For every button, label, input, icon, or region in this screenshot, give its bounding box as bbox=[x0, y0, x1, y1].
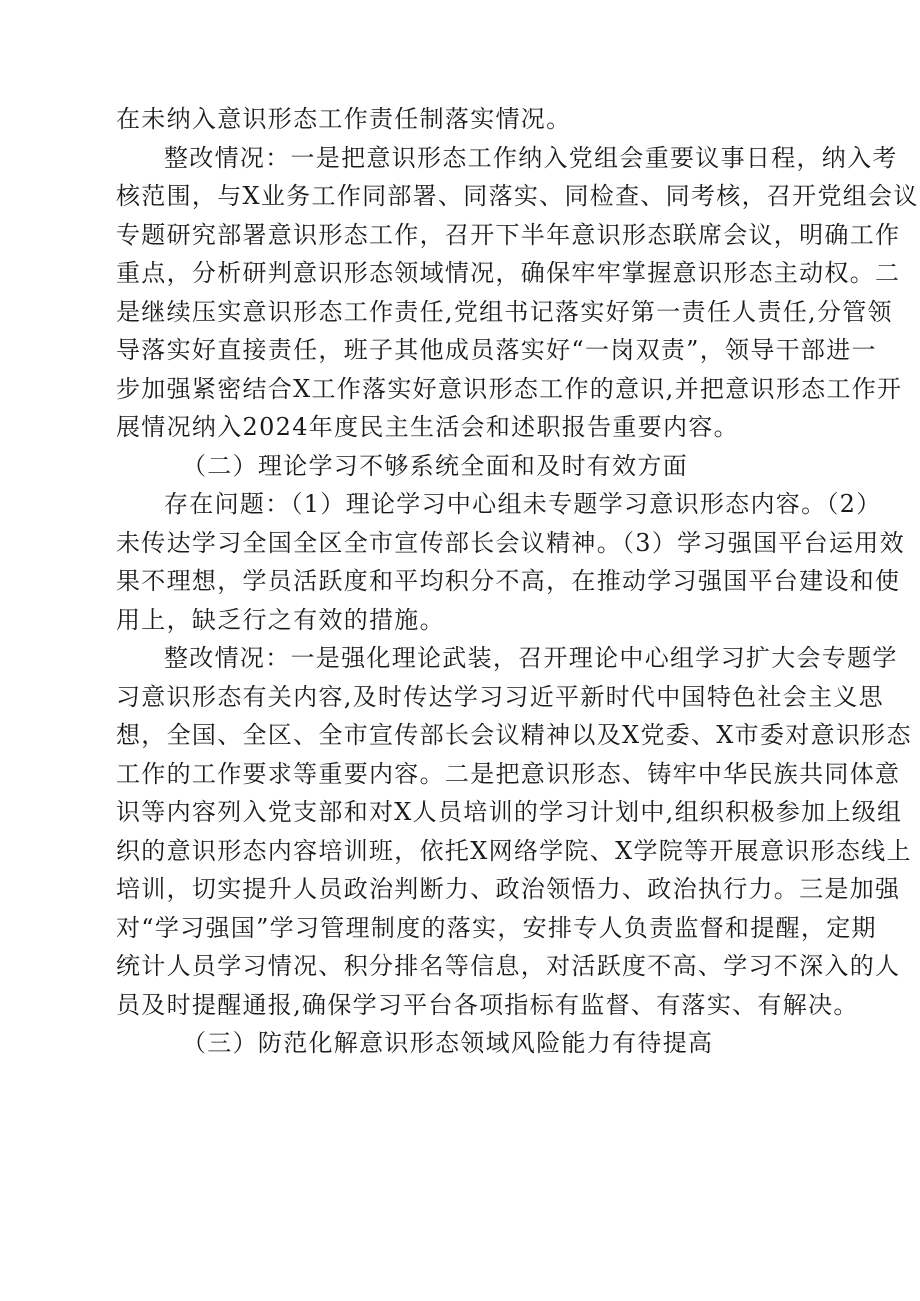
document-page bbox=[116, 100, 919, 1063]
section-heading-2: （二）理论学习不够系统全面和及时有效方面 bbox=[182, 451, 688, 480]
text-line-13: 果不理想，学员活跃度和平均积分不高，在推动学习强国平台建设和使 bbox=[116, 567, 901, 595]
section-heading-3: （三）防范化解意识形态领域风险能力有待提高 bbox=[182, 1029, 714, 1057]
text-line-8: 步加强紧密结合X工作落实好意识形态工作的意识,并把意识形态工作开 bbox=[116, 374, 903, 403]
text-line-19: 识等内容列入党支部和对X人员培训的学习计划中,组织积极参加上级组 bbox=[116, 798, 903, 826]
text-line-16: 习意识形态有关内容,及时传达学习习近平新时代中国特色社会主义思 bbox=[116, 682, 884, 711]
text-line-23: 统计人员学习情况、积分排名等信息，对活跃度不高、学习不深入的人 bbox=[116, 952, 901, 980]
text-line-24: 员及时提醒通报,确保学习平台各项指标有监督、有落实、有解决。 bbox=[116, 990, 859, 1019]
text-line-7: 导落实好直接责任，班子其他成员落实好“一岗双责”，领导干部进一 bbox=[116, 336, 877, 364]
text-line-3: 核范围，与X业务工作同部署、同落实、同检查、同考核，召开党组会议 bbox=[116, 182, 919, 210]
text-line-4: 专题研究部署意识形态工作，召开下半年意识形态联席会议，明确工作 bbox=[116, 220, 901, 249]
text-line-15: 整改情况：一是强化理论武装，召开理论中心组学习扩大会专题学 bbox=[164, 644, 898, 672]
text-line-21: 培训，切实提升人员政治判断力、政治领悟力、政治执行力。三是加强 bbox=[116, 875, 901, 903]
text-line-22: 对“学习强国”学习管理制度的落实，安排专人负责监督和提醒，定期 bbox=[116, 913, 877, 942]
text-line-9: 展情况纳入2024年度民主生活会和述职报告重要内容。 bbox=[116, 413, 739, 441]
text-line-2: 整改情况：一是把意识形态工作纳入党组会重要议事日程，纳入考 bbox=[164, 143, 898, 172]
text-line-11: 存在问题：（1）理论学习中心组未专题学习意识形态内容。（2） bbox=[164, 490, 882, 518]
text-line-14: 用上，缺乏行之有效的措施。 bbox=[116, 605, 445, 634]
text-line-20: 织的意识形态内容培训班，依托X网络学院、X学院等开展意识形态线上 bbox=[116, 836, 912, 865]
text-line-12: 未传达学习全国全区全市宣传部长会议精神。（3）学习强国平台运用效 bbox=[116, 528, 905, 557]
text-line-1: 在未纳入意识形态工作责任制落实情况。 bbox=[116, 105, 572, 133]
text-line-17: 想，全国、全区、全市宣传部长会议精神以及X党委、X市委对意识形态 bbox=[116, 721, 912, 749]
text-line-18: 工作的工作要求等重要内容。二是把意识形态、铸牢中华民族共同体意 bbox=[116, 759, 901, 788]
text-line-5: 重点，分析研判意识形态领域情况，确保牢牢掌握意识形态主动权。二 bbox=[116, 259, 901, 287]
text-line-6: 是继续压实意识形态工作责任,党组书记落实好第一责任人责任,分管领 bbox=[116, 297, 893, 326]
